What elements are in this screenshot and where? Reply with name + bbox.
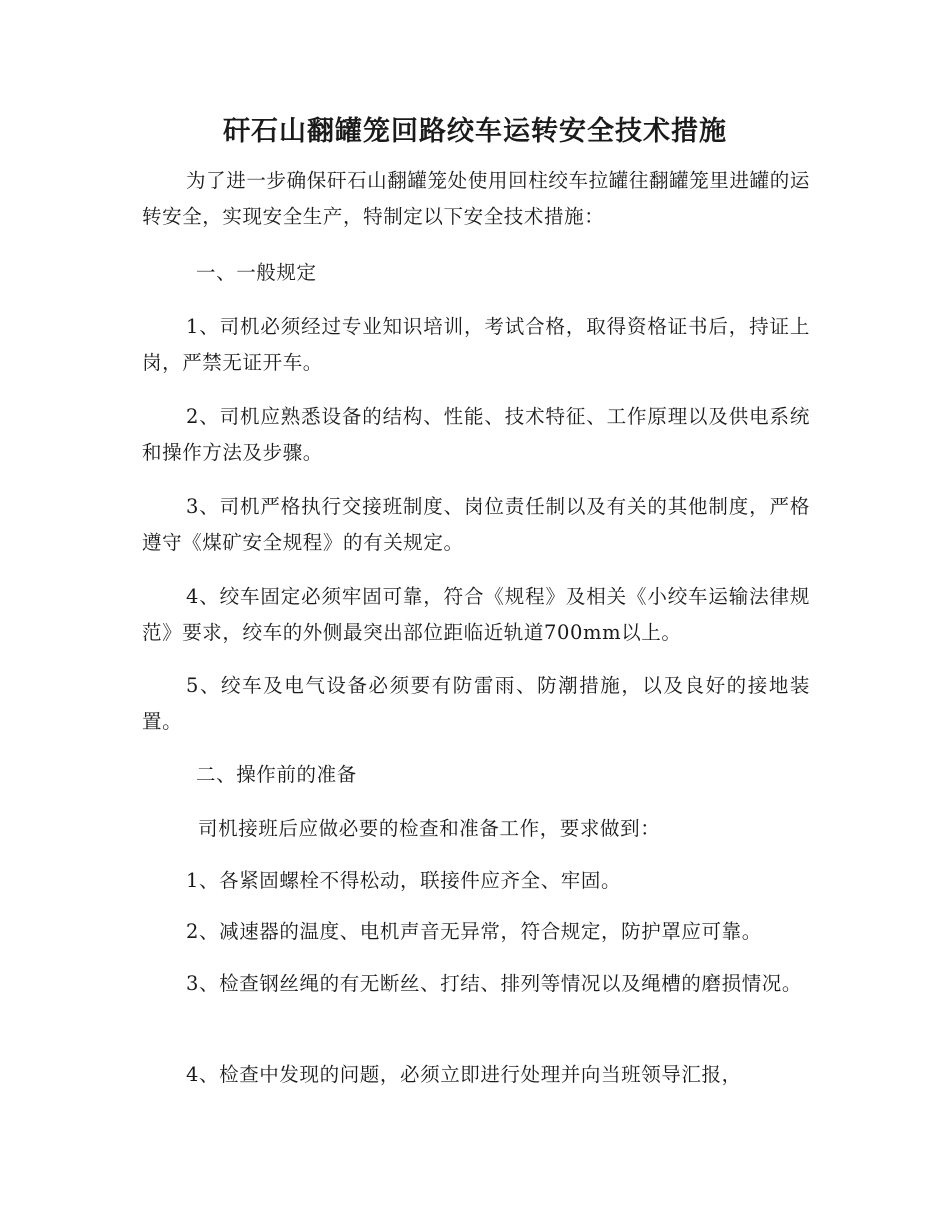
document-title: 矸石山翻罐笼回路绞车运转安全技术措施 xyxy=(223,116,727,147)
intro-paragraph: 为了进一步确保矸石山翻罐笼处使用回柱绞车拉罐往翻罐笼里进罐的运转安全，实现安全生产，特制定以下安全技术措施： xyxy=(142,169,810,228)
list-item: 2、减速器的温度、电机声音无异常，符合规定，防护罩应可靠。 xyxy=(186,920,762,943)
list-item: 2、司机应熟悉设备的结构、性能、技术特征、工作原理以及供电系统和操作方法及步骤。 xyxy=(142,405,810,464)
list-item: 1、各紧固螺栓不得松动，联接件应齐全、牢固。 xyxy=(186,869,622,892)
list-item: 1、司机必须经过专业知识培训，考试合格，取得资格证书后，持证上岗，严禁无证开车。 xyxy=(142,315,810,374)
list-item: 4、绞车固定必须牢固可靠，符合《规程》及相关《小绞车运输法律规范》要求，绞车的外侧最突出部位距临近轨道700mm以上。 xyxy=(142,585,810,644)
list-item: 3、司机严格执行交接班制度、岗位责任制以及有关的其他制度，严格遵守《煤矿安全规程》的有关规定。 xyxy=(142,495,810,554)
list-item: 3、检查钢丝绳的有无断丝、打结、排列等情况以及绳槽的磨损情况。 xyxy=(186,972,803,995)
section-heading-preparation: 二、操作前的准备 xyxy=(196,763,357,786)
section-lead-paragraph: 司机接班后应做必要的检查和准备工作，要求做到： xyxy=(198,817,661,840)
section-heading-general: 一、一般规定 xyxy=(196,261,317,284)
list-item: 5、绞车及电气设备必须要有防雷雨、防潮措施，以及良好的接地装置。 xyxy=(142,674,810,733)
list-item: 4、检查中发现的问题，必须立即进行处理并向当班领导汇报， xyxy=(186,1063,742,1086)
